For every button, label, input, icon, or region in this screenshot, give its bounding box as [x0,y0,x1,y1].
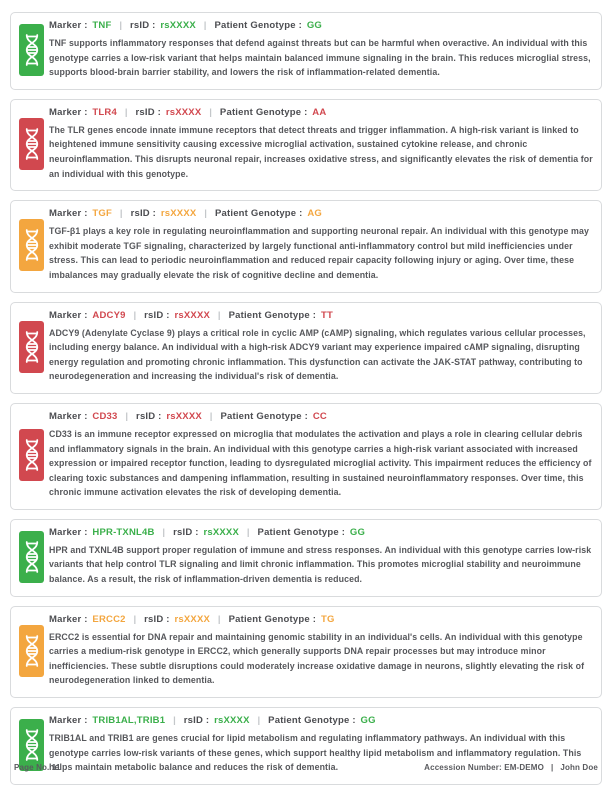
rsid-label: rsID : [130,20,156,31]
marker-header [49,715,593,726]
marker-card [10,99,602,191]
accession-number: Accession Number: EM-DEMO [424,763,544,772]
genotype-label: Patient Genotype : [219,106,308,118]
marker-card [10,707,602,785]
rsid-value: rsXXXX [160,208,197,220]
genotype-label: Patient Genotype : [228,613,317,625]
dna-icon [19,321,44,373]
marker-name: ADCY9 [92,309,126,321]
dna-icon [19,531,44,583]
genotype-label: Patient Genotype : [228,309,317,321]
pipe-separator: | [217,309,221,321]
marker-label: Marker : [49,715,88,727]
card-body [49,107,593,181]
genotype-value: GG [306,20,322,31]
marker-name: TNF [92,20,112,31]
marker-card [10,200,602,292]
marker-header [49,107,593,118]
pipe-separator: | [209,410,213,422]
marker-description: TGF-β1 plays a key role in regulating neuroinflammation and supporting neuronal repair. An individual with this genotype may exhibit moderate TGF signaling, characterized by largely functional anti-inflammatory control but mild inefficiencies under stress. This can lead to periodic neuroinflammation and reduced repair capacity following injury or aging. Over time, these imbalances may gradually elevate the risk of cognitive decline and dementia. [49,226,589,280]
pipe-separator: | [162,526,166,538]
rsid-value: rsXXXX [160,20,196,31]
page-footer [14,763,598,772]
genotype-value: AG [307,208,322,220]
marker-card [10,403,602,510]
marker-description: TRIB1AL and TRIB1 are genes crucial for lipid metabolism and regulating inflammatory pathways. An individual with this genotype carries low-risk variants of these genes, which support healthy lipid metabolism and inflammatory regulation. This helps maintain metabolic balance and reduces the risk of dementia. [49,733,582,773]
rsid-value: rsXXXX [203,526,239,538]
rsid-value: rsXXXX [174,613,211,625]
pipe-separator: | [246,526,250,538]
rsid-label: rsID : [135,106,161,118]
marker-name: TGF [92,208,113,220]
pipe-separator: | [204,208,208,220]
footer-right [424,763,598,772]
marker-description: ERCC2 is essential for DNA repair and maintaining genomic stability in an individual's cells. An individual with this genotype carries a medium-risk genotype in ERCC2, which generally supports DNA repair processes but may introduce minor inefficiencies. These subtle disruptions could moderately increase oxidative damage in neurons, slightly elevating the risk of neurodegeneration linked to dementia. [49,631,585,686]
genotype-value: AA [312,106,327,118]
marker-card [10,12,602,90]
rsid-value: rsXXXX [174,309,211,321]
pipe-separator: | [203,20,207,31]
pipe-separator: | [125,410,129,422]
genotype-label: Patient Genotype : [214,208,303,220]
marker-name: TRIB1AL,TRIB1 [92,715,166,727]
dna-icon [19,429,44,481]
pipe-separator: | [257,715,261,727]
marker-header [49,20,593,31]
marker-header [49,310,593,321]
marker-label: Marker : [49,410,88,422]
marker-card [10,606,602,698]
marker-label: Marker : [49,526,88,538]
rsid-label: rsID : [136,410,162,422]
rsid-label: rsID : [130,208,157,220]
dna-icon [19,219,44,271]
card-body [49,20,593,80]
marker-name: TLR4 [92,106,117,118]
card-body [49,527,593,587]
marker-description: CD33 is an immune receptor expressed on microglia that modulates the activation and plays a role in clearing cellular debris and inflammatory signals in the brain. An individual with this genotype carries a high-risk variant associated with increased expression or impaired receptor function, leading to dysregulated microglial activity. This impairment reduces the efficiency of clearing toxic substances and dampening inflammation, resulting in sustained neuroinflammatory responses. Over time, this chronic immune activation elevates the risk of developing dementia. [49,428,592,498]
marker-header [49,411,593,422]
page-number: Page No. 11 [14,763,61,772]
genotype-value: TT [320,309,333,321]
marker-header [49,208,593,219]
marker-description: The TLR genes encode innate immune receptors that detect threats and trigger inflammation. A high-risk variant is linked to heightened immune sensitivity causing excessive microglial activation, sustained cytokine release, and chronic neuroinflammation. This disrupts neuronal repair, increases oxidative stress, and significantly elevates the risk of dementia for an individual with this genotype. [49,124,593,179]
patient-name: John Doe [560,763,598,772]
rsid-label: rsID : [173,526,199,538]
rsid-value: rsXXXX [165,106,202,118]
pipe-separator: | [209,106,213,118]
genotype-value: CC [312,410,327,422]
dna-icon [19,24,44,76]
marker-label: Marker : [49,208,88,220]
marker-header [49,614,593,625]
marker-description: ADCY9 (Adenylate Cyclase 9) plays a critical role in cyclic AMP (cAMP) signaling, which regulates various cellular processes, including energy balance. An individual with a high-risk ADCY9 variant may experience impaired cAMP signaling, disrupting energy regulation and promoting chronic inflammation. This dysfunction can activate the JAK-STAT pathway, contributing to neurodegeneration and increasing the individual's risk of dementia. [49,327,586,382]
pipe-separator: | [119,208,123,220]
card-body [49,411,593,500]
rsid-value: rsXXXX [166,410,202,422]
rsid-label: rsID : [183,715,210,727]
marker-header [49,527,593,538]
genotype-label: Patient Genotype : [220,410,308,422]
rsid-value: rsXXXX [214,715,250,727]
card-body [49,614,593,688]
dna-icon [19,118,44,170]
marker-label: Marker : [49,106,88,118]
rsid-label: rsID : [144,309,170,321]
pipe-separator: | [133,613,137,625]
marker-label: Marker : [49,613,88,625]
genotype-label: Patient Genotype : [214,20,302,31]
genotype-value: TG [320,613,335,625]
pipe-separator: | [217,613,221,625]
rsid-label: rsID : [144,613,170,625]
card-body [49,208,593,282]
pipe-separator: | [133,309,137,321]
marker-label: Marker : [49,309,88,321]
marker-card-list [10,12,602,785]
marker-card [10,519,602,597]
footer-pipe-separator: | [550,763,554,772]
pipe-separator: | [124,106,128,118]
pipe-separator: | [173,715,176,727]
marker-description: TNF supports inflammatory responses that defend against threats but can be harmful when overactive. An individual with this genotype carries a low-risk variant that helps maintain balanced immune signaling in the brain. This reduces microglial stress, supports blood-brain barrier stability, and lowers the risk of inflammation-related dementia. [49,38,591,78]
genotype-value: GG [360,715,376,727]
marker-name: ERCC2 [92,613,126,625]
marker-card [10,302,602,394]
marker-name: HPR-TXNL4B [92,526,155,538]
pipe-separator: | [119,20,123,31]
marker-name: CD33 [92,410,118,422]
dna-icon [19,625,44,677]
marker-label: Marker : [49,20,88,31]
genotype-value: GG [349,526,366,538]
marker-description: HPR and TXNL4B support proper regulation of immune and stress responses. An individual with this genotype carries low-risk variants that help control TLR signaling and limit chronic inflammation. This promotes microglial stability and neuroimmune balance. As a result, the risk of inflammation-driven dementia is reduced. [49,544,592,585]
genotype-label: Patient Genotype : [257,526,346,538]
genotype-label: Patient Genotype : [268,715,356,727]
card-body [49,310,593,384]
